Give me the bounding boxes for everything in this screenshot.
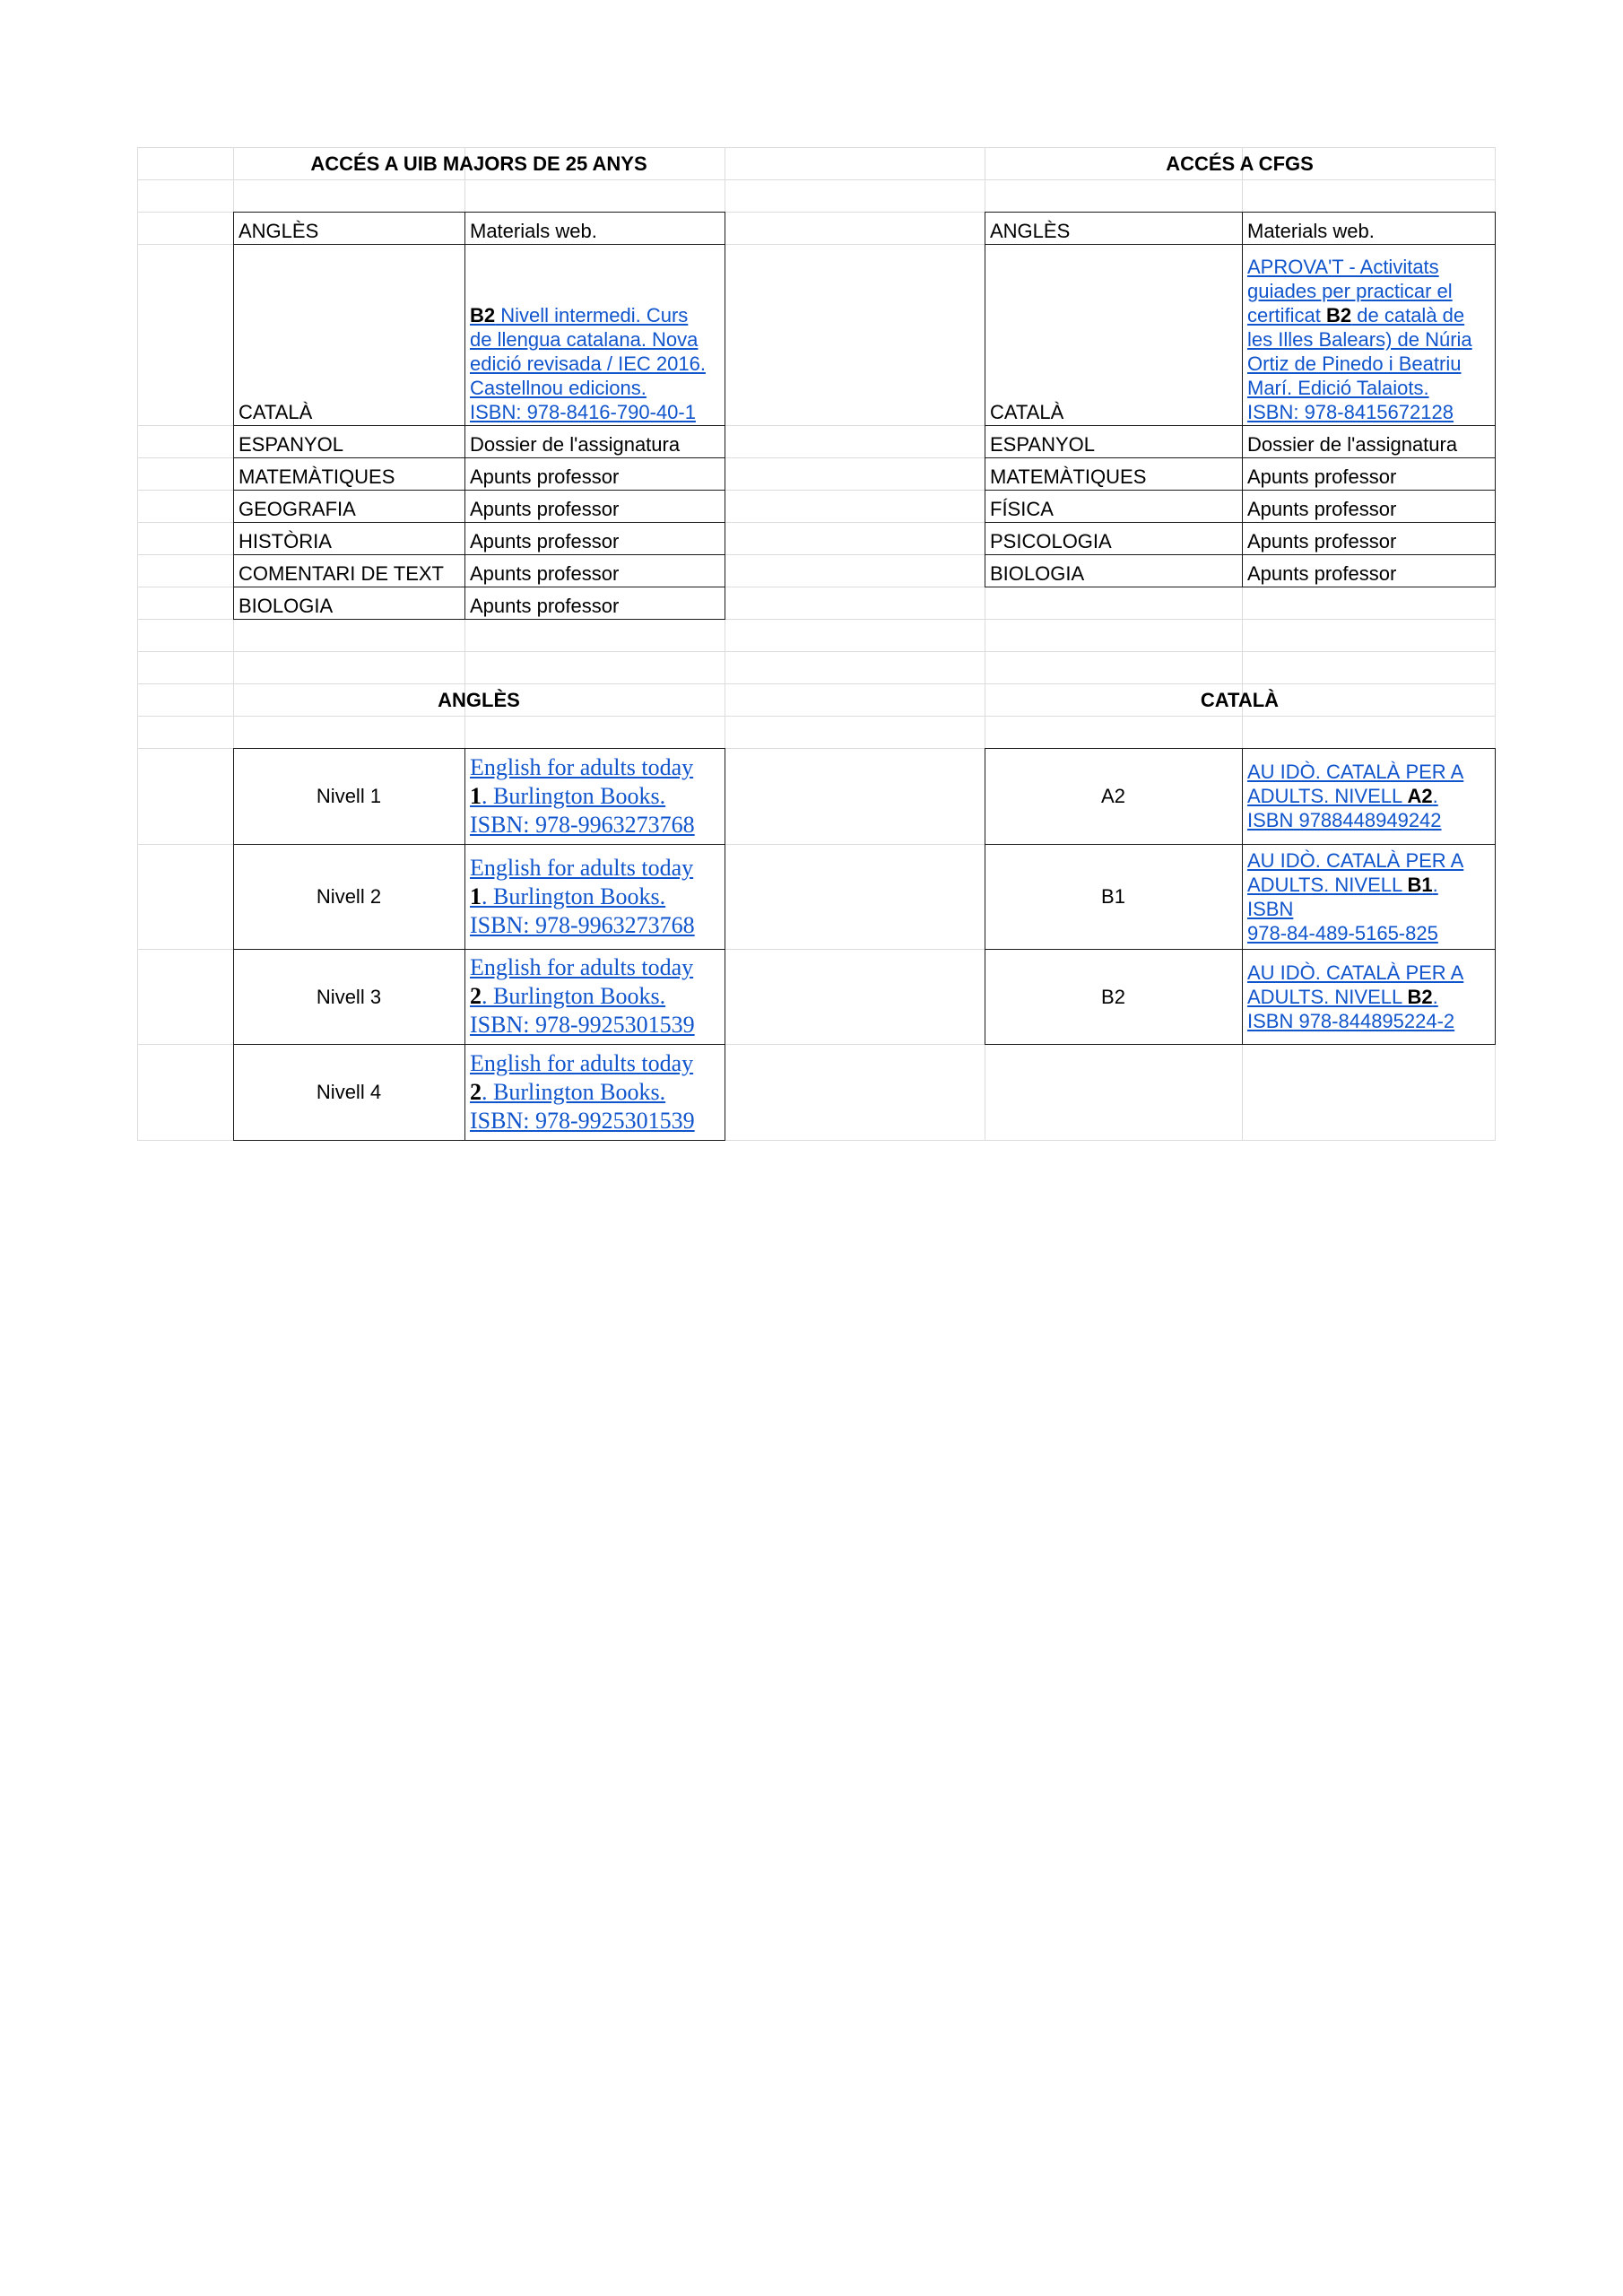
angles-level: Nivell 2 (316, 885, 382, 908)
catala-level: B2 (1101, 985, 1125, 1008)
grid-line (137, 651, 1496, 652)
cfgs-subject: CATALÀ (990, 401, 1064, 423)
uib-material: Apunts professor (470, 562, 620, 585)
cfgs-material: Apunts professor (1247, 530, 1397, 552)
catala-level: A2 (1101, 785, 1125, 807)
uib-catala-book-link[interactable]: B2 Nivell intermedi. Curs de llengua catalana. Nova edició revisada / IEC 2016. Castellnou edicions. ISBN: 978-8416-790-40-1 (470, 304, 706, 423)
catala-book-link[interactable]: AU IDÒ. CATALÀ PER A ADULTS. NIVELL B1. ISBN 978-84-489-5165-825 (1247, 848, 1464, 944)
cfgs-subject: ESPANYOL (990, 433, 1095, 456)
cfgs-material: Apunts professor (1247, 465, 1397, 488)
uib-subject: HISTÒRIA (239, 530, 332, 552)
spreadsheet (137, 147, 1496, 1141)
cfgs-material: Dossier de l'assignatura (1247, 433, 1458, 456)
uib-material: Materials web. (470, 220, 597, 242)
angles-level: Nivell 3 (316, 985, 382, 1008)
uib-material: Apunts professor (470, 465, 620, 488)
uib-material: Dossier de l'assignatura (470, 433, 681, 456)
cfgs-catala-book-link[interactable]: APROVA'T - Activitats guiades per practicar el certificat B2 de català de les Illes Balears) de Núria Ortiz de Pinedo i Beatriu Marí. Edició Talaiots. ISBN: 978-8415672128 (1247, 256, 1472, 423)
uib-section-title: ACCÉS A UIB MAJORS DE 25 ANYS (310, 152, 647, 175)
angles-book-link[interactable]: English for adults today 2. Burlington Books. ISBN: 978-9925301539 (470, 954, 695, 1038)
cfgs-subject: BIOLOGIA (990, 562, 1085, 585)
angles-book-link[interactable]: English for adults today 2. Burlington Books. ISBN: 978-9925301539 (470, 1049, 695, 1134)
cfgs-subject: MATEMÀTIQUES (990, 465, 1147, 488)
cfgs-subject: FÍSICA (990, 498, 1054, 520)
angles-section-title: ANGLÈS (438, 688, 520, 711)
cfgs-material: Materials web. (1247, 220, 1375, 242)
catala-section-title: CATALÀ (1200, 688, 1280, 711)
uib-subject: ANGLÈS (239, 220, 319, 242)
uib-subject: MATEMÀTIQUES (239, 465, 395, 488)
grid-line (137, 147, 138, 1141)
uib-material: Apunts professor (470, 595, 620, 617)
uib-subject: GEOGRAFIA (239, 498, 356, 520)
angles-level: Nivell 1 (316, 785, 382, 807)
uib-subject: BIOLOGIA (239, 595, 334, 617)
cfgs-subject: ANGLÈS (990, 220, 1071, 242)
catala-book-link[interactable]: AU IDÒ. CATALÀ PER A ADULTS. NIVELL A2. ISBN 9788448949242 (1247, 761, 1464, 831)
catala-book-link[interactable]: AU IDÒ. CATALÀ PER A ADULTS. NIVELL B2. ISBN 978-844895224-2 (1247, 961, 1464, 1032)
cfgs-material: Apunts professor (1247, 498, 1397, 520)
uib-subject: CATALÀ (239, 401, 313, 423)
uib-subject: ESPANYOL (239, 433, 343, 456)
cfgs-subject: PSICOLOGIA (990, 530, 1112, 552)
catala-level: B1 (1101, 885, 1125, 908)
grid-line (137, 179, 1496, 180)
cfgs-material: Apunts professor (1247, 562, 1397, 585)
cfgs-section-title: ACCÉS A CFGS (1166, 152, 1314, 175)
uib-material: Apunts professor (470, 530, 620, 552)
uib-subject: COMENTARI DE TEXT (239, 562, 444, 585)
angles-book-link[interactable]: English for adults today 1. Burlington Books. ISBN: 978-9963273768 (470, 753, 695, 838)
angles-level: Nivell 4 (316, 1081, 382, 1103)
grid-line (137, 716, 1496, 717)
angles-book-link[interactable]: English for adults today 1. Burlington Books. ISBN: 978-9963273768 (470, 854, 695, 938)
uib-material: Apunts professor (470, 498, 620, 520)
